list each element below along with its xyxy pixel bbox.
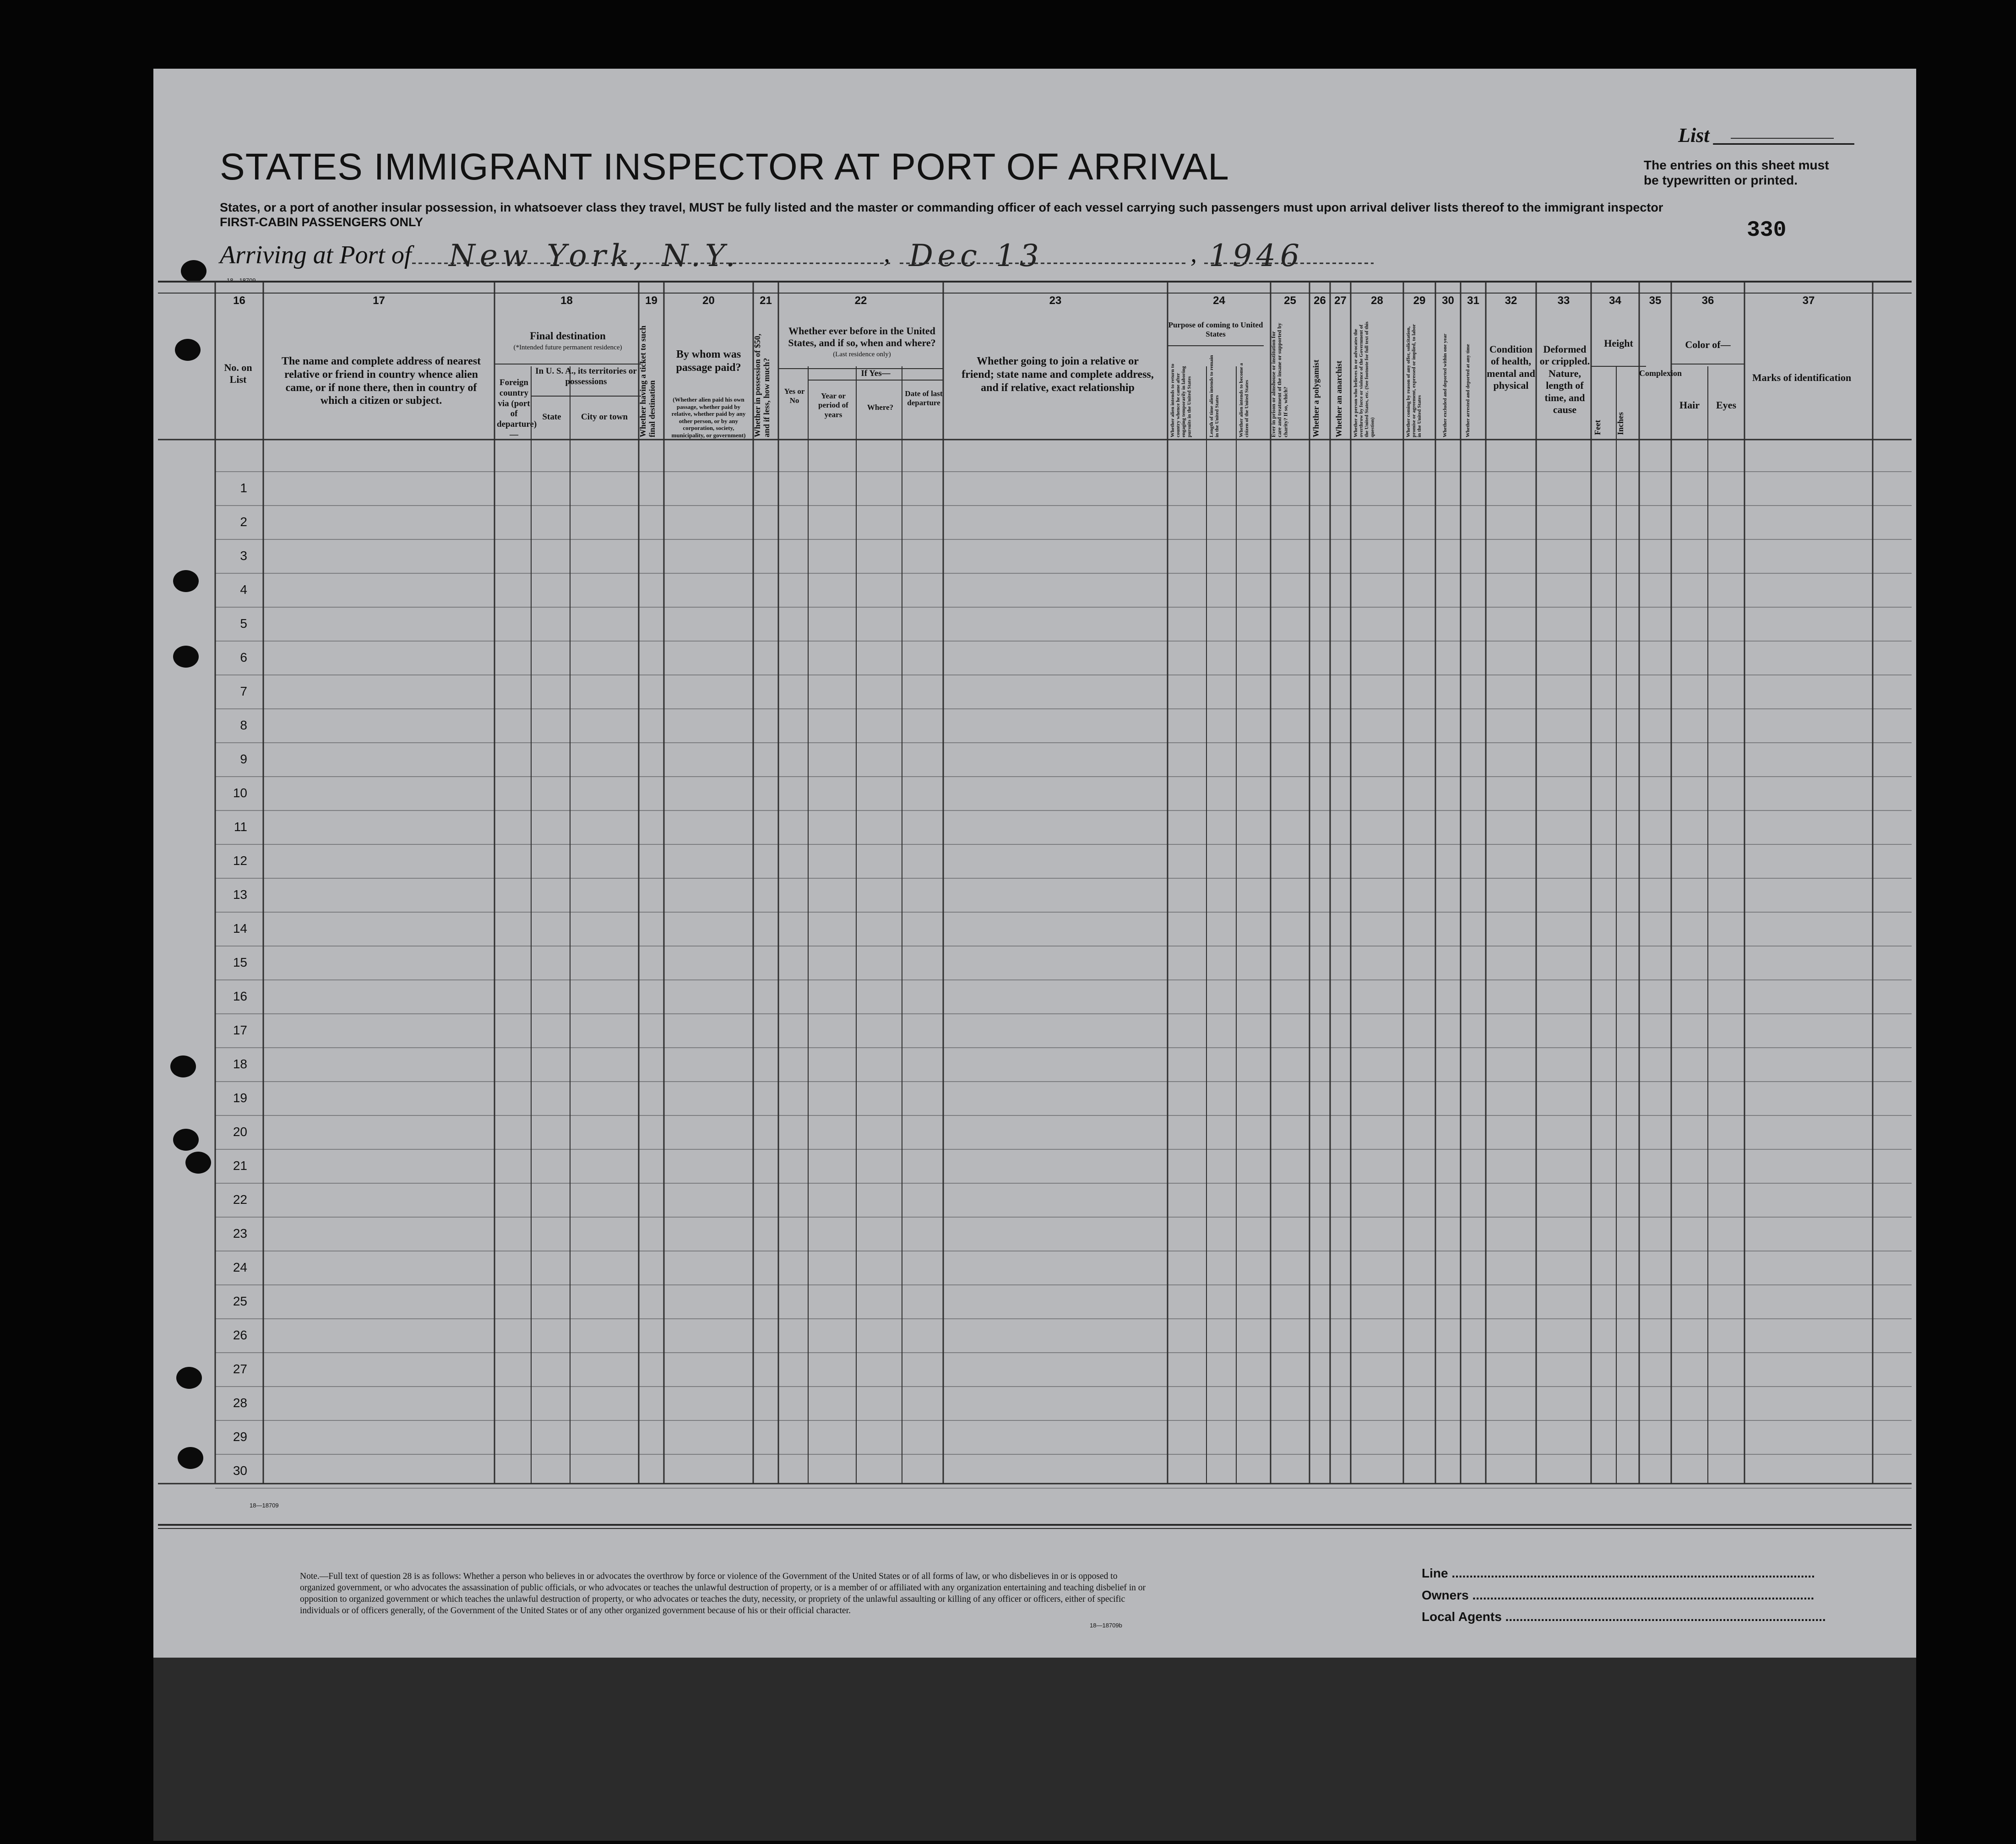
column-number: 21 xyxy=(760,294,772,307)
col-16-header: No. on List xyxy=(224,362,252,386)
col-18-foreign: Foreign country via (port of departure)— xyxy=(497,378,537,440)
col-31-header: Whether arrested and deported at any time xyxy=(1465,344,1471,437)
row-number: 3 xyxy=(240,549,247,563)
form-subtitle: States, or a port of another insular possession, in whatsoever class they travel, MUST be fully listed and the master or commanding officer of each vessel carrying such passengers must upon arrival deliver lists thereof to the immigrant inspector xyxy=(220,201,1663,214)
col-34-title: Height xyxy=(1604,337,1633,349)
column-number: 16 xyxy=(233,294,245,307)
column-number: 26 xyxy=(1314,294,1326,307)
row-number: 27 xyxy=(233,1362,247,1376)
row-number: 8 xyxy=(240,718,247,732)
footnote-question-28: Note.—Full text of question 28 is as follows: Whether a person who believes in or advocates the overthrow by force or violence of the Government of the United States or of all forms of law, or who disbelieves in or is opposed to organized government, or who advocates the assassination of public officials, or who advocates or teaches the unlawful destruction of property, or is a member of or affiliated with any organization entertaining and teaching disbelief in or opposition to organized government or which teaches the unlawful destruction of property, or who advocates or teaches the duty, necessity, or propriety of the unlawful assaulting or killing of any officer or officers, either of specific individuals or of officers generally, of the Government of the United States or of any other organized government because of his or their official character. xyxy=(300,1572,1146,1616)
col-20-title: By whom was passage paid? xyxy=(676,348,741,374)
row-number: 14 xyxy=(233,921,247,936)
column-number: 29 xyxy=(1413,294,1426,307)
arriving-label: Arriving at Port of xyxy=(220,241,412,269)
col-30-header: Whether excluded and deported within one year xyxy=(1442,333,1448,437)
row-number: 21 xyxy=(233,1159,247,1173)
column-number: 24 xyxy=(1213,294,1225,307)
row-number: 2 xyxy=(240,515,247,529)
instruction-line-1: The entries on this sheet must xyxy=(1644,158,1829,172)
col-32-header: Condition of health, mental and physical xyxy=(1487,343,1535,392)
row-number: 10 xyxy=(233,786,247,800)
column-number: 30 xyxy=(1442,294,1454,307)
row-number: 29 xyxy=(233,1430,247,1444)
row-number: 16 xyxy=(233,989,247,1003)
row-number: 12 xyxy=(233,854,247,868)
column-number: 20 xyxy=(702,294,715,307)
row-number: 22 xyxy=(233,1192,247,1207)
col-35-header: Complexion xyxy=(1639,369,1682,378)
column-number: 37 xyxy=(1802,294,1815,307)
row-number: 25 xyxy=(233,1294,247,1308)
port-handwritten: New York, N.Y. xyxy=(449,238,740,273)
row-number: 30 xyxy=(233,1463,247,1478)
row-number: 4 xyxy=(240,582,247,597)
column-number: 23 xyxy=(1049,294,1062,307)
column-number: 35 xyxy=(1649,294,1662,307)
row-number: 24 xyxy=(233,1260,247,1274)
col-18-note: (*Intended future permanent residence) xyxy=(513,344,622,351)
col-22-title: Whether ever before in the United States, and if so, when and where? xyxy=(788,325,936,349)
row-number: 23 xyxy=(233,1226,247,1240)
row-number: 26 xyxy=(233,1328,247,1342)
col-20-note: (Whether alien paid his own passage, whether paid by relative, whether paid by any other person, or by any corporation, society, municipality, or government) xyxy=(671,396,746,439)
row-number: 5 xyxy=(240,616,247,631)
col-27-header: Whether an anarchist xyxy=(1334,360,1343,437)
col-18-usa: In U. S. A., its territories or possessions xyxy=(535,366,637,386)
column-number: 28 xyxy=(1371,294,1383,307)
column-number: 31 xyxy=(1467,294,1479,307)
instruction-line-2: be typewritten or printed. xyxy=(1644,173,1798,187)
col-22-note: (Last residence only) xyxy=(833,351,891,358)
row-number: 18 xyxy=(233,1057,247,1071)
col-22-where: Where? xyxy=(867,403,894,412)
col-18-title: Final destination xyxy=(530,330,606,342)
column-number: 32 xyxy=(1505,294,1517,307)
col-28-header: Whether a person who believes in or advocates the overthrow by force or violence of the Government of the United States, etc. (See footnote for full text of this question) xyxy=(1353,321,1375,437)
col-18-state: State xyxy=(542,412,561,422)
row-number: 17 xyxy=(233,1023,247,1037)
list-label: List ______________ xyxy=(1678,124,1856,147)
col-26-header: Whether a polygamist xyxy=(1311,359,1320,437)
row-number: 13 xyxy=(233,887,247,902)
col-33-header: Deformed or crippled. Nature, length of time, and cause xyxy=(1539,343,1590,415)
passenger-class: FIRST-CABIN PASSENGERS ONLY xyxy=(220,215,424,229)
col-24-a: Whether alien intends to return to country whence he came after engaging temporarily in laboring pursuits in the United States xyxy=(1170,364,1192,437)
row-number: 15 xyxy=(233,955,247,969)
col-36-hair: Hair xyxy=(1679,399,1700,411)
row-number: 9 xyxy=(240,752,247,766)
row-number: 6 xyxy=(240,650,247,664)
col-36-eyes: Eyes xyxy=(1716,399,1736,411)
local-agents-field: Local Agents .......................................................................................... xyxy=(1422,1610,1826,1624)
col-24-b: Length of time alien intends to remain in the United States xyxy=(1209,355,1220,437)
owners-field: Owners ................................................................................................ xyxy=(1422,1588,1815,1602)
column-number: 22 xyxy=(854,294,867,307)
column-number: 34 xyxy=(1609,294,1621,307)
column-number: 19 xyxy=(645,294,658,307)
column-number: 18 xyxy=(560,294,573,307)
column-number: 17 xyxy=(373,294,385,307)
col-24-title: Purpose of coming to United States xyxy=(1168,321,1263,339)
form-code-bottom: 18—18709 xyxy=(250,1502,279,1509)
col-22-date: Date of last departure xyxy=(905,389,943,408)
col-19-header: Whether having a ticket to such final destination xyxy=(638,325,657,437)
row-number: 7 xyxy=(240,684,247,698)
col-34-inches: Inches xyxy=(1616,412,1625,435)
col-34-feet: Feet xyxy=(1593,420,1602,435)
col-24-c: Whether alien intends to become a citizen of the United States xyxy=(1239,363,1250,437)
footer-form-code: 18—18709b xyxy=(1090,1622,1122,1629)
col-22-ifyes: If Yes— xyxy=(861,369,891,378)
col-22-year: Year or period of years xyxy=(818,392,848,419)
year-handwritten: 1946 xyxy=(1209,238,1304,273)
row-number: 19 xyxy=(233,1091,247,1105)
year-prefix: , xyxy=(1190,239,1197,268)
line-field: Line ...................................................................................................... xyxy=(1422,1566,1815,1580)
date-handwritten: Dec 13 xyxy=(909,238,1043,273)
col-22-yesno: Yes or No xyxy=(784,387,805,405)
col-29-header: Whether coming by reason of any offer, solicitation, promise or agreement, expressed or implied, to labor in the United States xyxy=(1406,324,1423,437)
col-36-title: Color of— xyxy=(1685,339,1731,350)
col-18-city: City or town xyxy=(581,412,628,422)
column-number: 27 xyxy=(1334,294,1347,307)
col-23-header: Whether going to join a relative or friend; state name and complete address, and if relative, exact relationship xyxy=(962,355,1154,394)
row-number: 28 xyxy=(233,1396,247,1410)
col-21-header: Whether in possession of $50, and if less, how much? xyxy=(753,333,771,437)
form-title: STATES IMMIGRANT INSPECTOR AT PORT OF ARRIVAL xyxy=(220,146,1229,188)
col-25-header: Ever in prison or almshouse or institution for care and treatment of the insane or supported by charity? If so, which? xyxy=(1270,323,1289,437)
col-17-header: The name and complete address of nearest relative or friend in country whence alien came, or if none there, then in country of which a citizen or subject. xyxy=(281,355,481,407)
column-number: 33 xyxy=(1557,294,1570,307)
column-number: 36 xyxy=(1701,294,1714,307)
comma-separator: , xyxy=(884,239,890,268)
sheet-number: 330 xyxy=(1747,218,1787,243)
col-37-header: Marks of identification xyxy=(1752,372,1852,383)
row-number: 20 xyxy=(233,1125,247,1139)
column-number: 25 xyxy=(1284,294,1296,307)
row-number: 1 xyxy=(240,481,247,495)
row-number: 11 xyxy=(234,820,247,834)
form-code: 18—18709 xyxy=(227,277,256,284)
